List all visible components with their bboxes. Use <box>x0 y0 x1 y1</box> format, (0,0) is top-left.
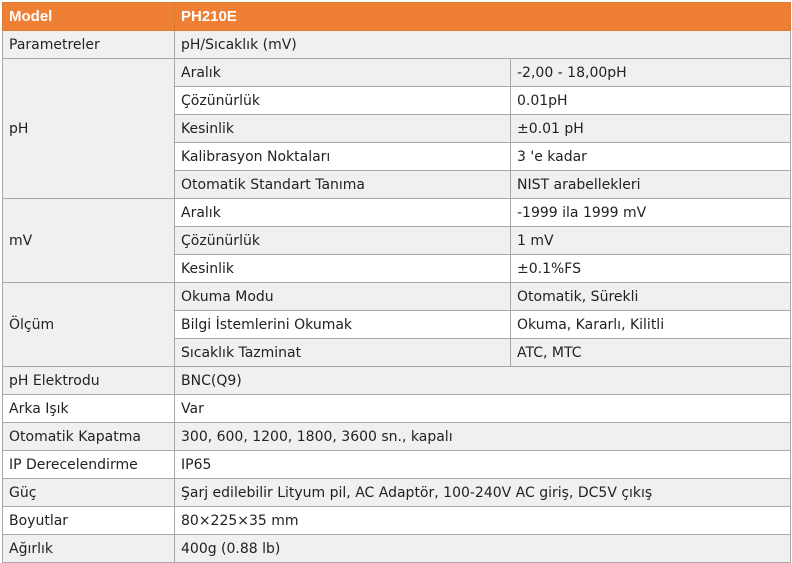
parameter-label: pH Elektrodu <box>3 367 175 395</box>
sub-parameter-label: Okuma Modu <box>175 283 511 311</box>
sub-parameter-label: Kalibrasyon Noktaları <box>175 143 511 171</box>
parameter-value: 400g (0.88 lb) <box>175 535 791 563</box>
sub-parameter-value: 1 mV <box>511 227 791 255</box>
sub-parameter-label: Kesinlik <box>175 115 511 143</box>
table-row <box>3 507 791 535</box>
sub-parameter-value: -1999 ila 1999 mV <box>511 199 791 227</box>
sub-parameter-value: ATC, MTC <box>511 339 791 367</box>
parameter-value: pH/Sıcaklık (mV) <box>175 31 791 59</box>
table-row <box>3 451 791 479</box>
table-header-row <box>3 3 791 31</box>
sub-parameter-label: Aralık <box>175 199 511 227</box>
table-row <box>3 199 791 227</box>
sub-parameter-label: Çözünürlük <box>175 87 511 115</box>
sub-parameter-value: 3 'e kadar <box>511 143 791 171</box>
table-row <box>3 479 791 507</box>
parameter-label: Parametreler <box>3 31 175 59</box>
parameter-value: IP65 <box>175 451 791 479</box>
parameter-label: Arka Işık <box>3 395 175 423</box>
table-row <box>3 59 791 87</box>
sub-parameter-value: ±0.01 pH <box>511 115 791 143</box>
sub-parameter-value: Otomatik, Sürekli <box>511 283 791 311</box>
table-row <box>3 367 791 395</box>
group-label: pH <box>3 59 175 199</box>
group-label: Ölçüm <box>3 283 175 367</box>
table-row <box>3 31 791 59</box>
parameter-value: 80×225×35 mm <box>175 507 791 535</box>
parameter-value: 300, 600, 1200, 1800, 3600 sn., kapalı <box>175 423 791 451</box>
sub-parameter-value: NIST arabellekleri <box>511 171 791 199</box>
sub-parameter-value: -2,00 - 18,00pH <box>511 59 791 87</box>
sub-parameter-label: Çözünürlük <box>175 227 511 255</box>
parameter-label: Otomatik Kapatma <box>3 423 175 451</box>
sub-parameter-label: Bilgi İstemlerini Okumak <box>175 311 511 339</box>
sub-parameter-label: Otomatik Standart Tanıma <box>175 171 511 199</box>
sub-parameter-value: ±0.1%FS <box>511 255 791 283</box>
parameter-label: Boyutlar <box>3 507 175 535</box>
sub-parameter-label: Aralık <box>175 59 511 87</box>
parameter-label: Güç <box>3 479 175 507</box>
header-model-label: Model <box>3 3 175 31</box>
header-model-value: PH210E <box>175 3 791 31</box>
table-body <box>3 31 791 563</box>
parameter-label: Ağırlık <box>3 535 175 563</box>
table-row <box>3 395 791 423</box>
spec-table <box>2 2 791 563</box>
sub-parameter-value: Okuma, Kararlı, Kilitli <box>511 311 791 339</box>
parameter-value: BNC(Q9) <box>175 367 791 395</box>
parameter-value: Şarj edilebilir Lityum pil, AC Adaptör, 100-240V AC giriş, DC5V çıkış <box>175 479 791 507</box>
sub-parameter-value: 0.01pH <box>511 87 791 115</box>
table-row <box>3 535 791 563</box>
parameter-value: Var <box>175 395 791 423</box>
sub-parameter-label: Kesinlik <box>175 255 511 283</box>
sub-parameter-label: Sıcaklık Tazminat <box>175 339 511 367</box>
parameter-label: IP Derecelendirme <box>3 451 175 479</box>
table-row <box>3 423 791 451</box>
table-row <box>3 283 791 311</box>
group-label: mV <box>3 199 175 283</box>
